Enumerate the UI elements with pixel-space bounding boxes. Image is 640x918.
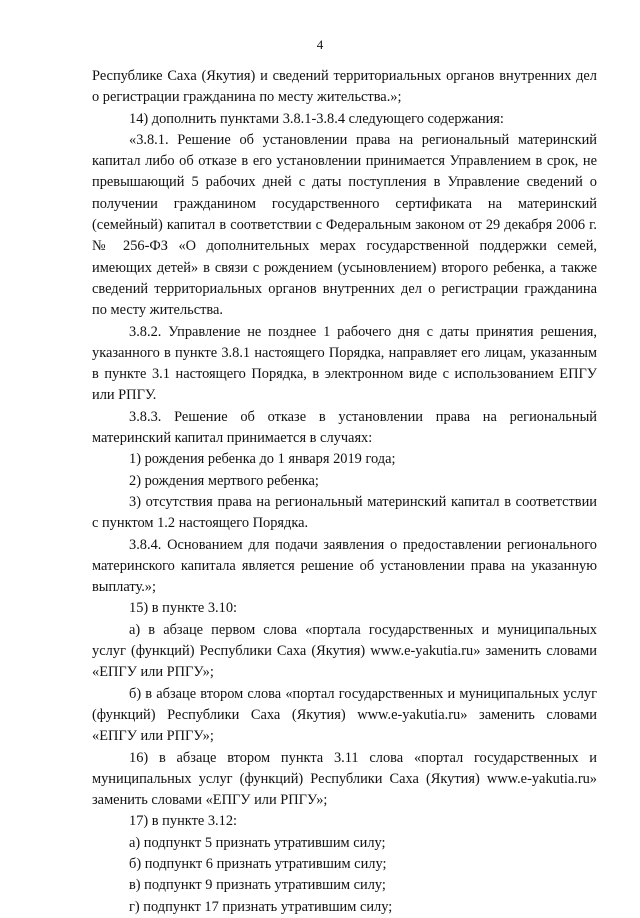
- paragraph-item-17-b: б) подпункт 6 признать утратившим силу;: [129, 855, 387, 872]
- paragraph-3-8-3: 3.8.3. Решение об отказе в установлении права на региональный материнский капитал принимается в случаях:: [92, 408, 597, 447]
- paragraph-case-1: 1) рождения ребенка до 1 января 2019 года;: [129, 451, 396, 468]
- paragraph-item-17-a: а) подпункт 5 признать утратившим силу;: [129, 834, 386, 851]
- paragraph-item-17-v: в) подпункт 9 признать утратившим силу;: [129, 877, 386, 894]
- paragraph-item-15-b: б) в абзаце втором слова «портал государственных и муниципальных услуг (функций) Республики Саха (Якутия) www.e-yakutia.ru» заменить словами «ЕПГУ или РПГУ»;: [92, 685, 597, 745]
- page-number: 4: [316, 37, 324, 52]
- paragraph-item-14: 14) дополнить пунктами 3.8.1-3.8.4 следующего содержания:: [129, 110, 504, 127]
- paragraph-3-8-2: 3.8.2. Управление не позднее 1 рабочего дня с даты принятия решения, указанного в пункте 3.8.1 настоящего Порядка, направляет его лицам, указанным в пункте 3.1 настоящего Порядка, в электронном виде с использованием ЕПГУ или РПГУ.: [92, 323, 597, 404]
- paragraph-continuation: Республике Саха (Якутия) и сведений территориальных органов внутренних дел о регистрации гражданина по месту жительства.»;: [92, 68, 597, 106]
- document-body: [92, 66, 597, 918]
- paragraph-3-8-4: 3.8.4. Основанием для подачи заявления о предоставлении регионального материнского капитала является решение об установлении права на указанную выплату.»;: [92, 536, 597, 596]
- paragraph-case-3: 3) отсутствия права на региональный материнский капитал в соответствии с пунктом 1.2 настоящего Порядка.: [92, 493, 597, 532]
- paragraph-item-15: 15) в пункте 3.10:: [129, 600, 238, 617]
- paragraph-item-16: 16) в абзаце втором пункта 3.11 слова «портал государственных и муниципальных услуг (функций) Республики Саха (Якутия) www.e-yakutia.ru» заменить словами «ЕПГУ или РПГУ»;: [92, 749, 597, 809]
- paragraph-3-8-1: «3.8.1. Решение об установлении права на региональный материнский капитал либо об отказе в его установлении принимается Управлением в срок, не превышающий 5 рабочих дней с даты поступления в Управление сведений о получении гражданином государственного сертификата на материнский (семейный) капитал в соответствии с Федеральным законом от 29 декабря 2006 г. № 256-ФЗ «О дополнительных мерах государственной поддержки семей, имеющих детей» в связи с рождением (усыновлением) второго ребенка, а также сведений территориальных органов внутренних дел о регистрации гражданина по месту жительства.: [92, 131, 597, 319]
- paragraph-case-2: 2) рождения мертвого ребенка;: [129, 472, 319, 489]
- paragraph-item-17-g: г) подпункт 17 признать утратившим силу;: [129, 898, 393, 915]
- paragraph-item-17: 17) в пункте 3.12:: [129, 813, 238, 830]
- paragraph-item-15-a: а) в абзаце первом слова «портала государственных и муниципальных услуг (функций) Республики Саха (Якутия) www.e-yakutia.ru» заменить словами «ЕПГУ или РПГУ»;: [92, 621, 597, 681]
